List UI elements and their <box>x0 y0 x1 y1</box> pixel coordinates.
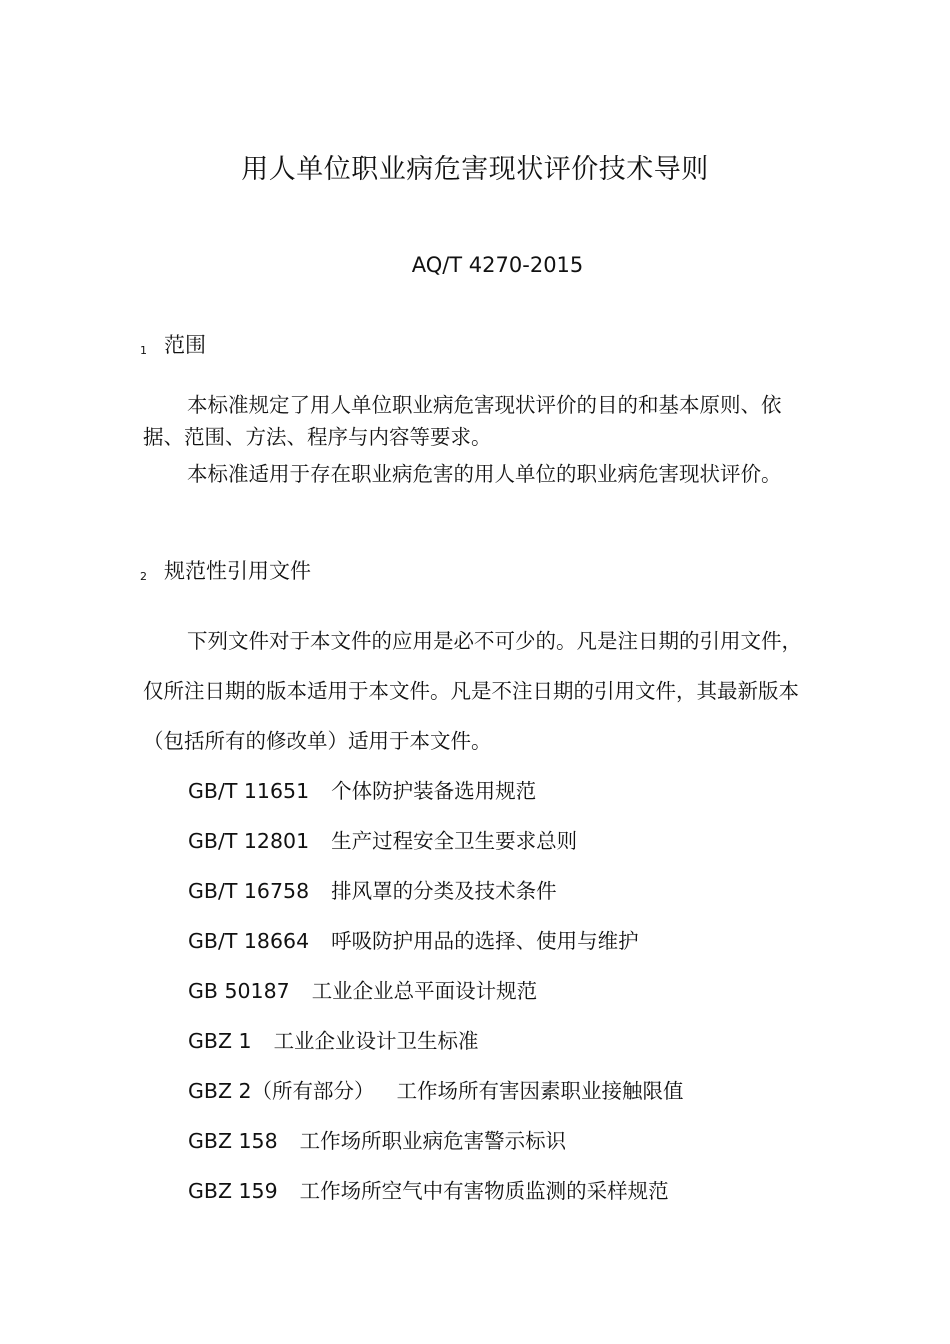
section-title: 范围 <box>164 333 206 357</box>
paragraph: 下列文件对于本文件的应用是必不可少的。凡是注日期的引用文件，仅所注日期的版本适用于本文件。凡是不注日期的引用文件，其最新版本（包括所有的修改单）适用于本文件。 <box>143 629 802 753</box>
reference-code: GB/T 18664 <box>188 929 310 953</box>
reference-code: GB/T 12801 <box>188 829 310 853</box>
paragraph: 本标准适用于存在职业病危害的用人单位的职业病危害现状评价。 <box>187 462 782 486</box>
reference-name: 生产过程安全卫生要求总则 <box>331 829 578 853</box>
reference-item <box>188 766 684 816</box>
paragraph: 本标准规定了用人单位职业病危害现状评价的目的和基本原则、依据、范围、方法、程序与内容等要求。 <box>143 393 782 449</box>
standard-code: AQ/T 4270-2015 <box>411 253 584 277</box>
reference-item <box>188 916 684 966</box>
section-title: 规范性引用文件 <box>164 559 311 583</box>
reference-name: 工作场所职业病危害警示标识 <box>299 1129 567 1153</box>
reference-code: GBZ 2（所有部分） <box>188 1079 375 1103</box>
reference-item <box>188 866 684 916</box>
reference-item <box>188 1166 684 1216</box>
reference-item <box>188 816 684 866</box>
reference-code: GBZ 159 <box>188 1179 278 1203</box>
reference-code: GB/T 16758 <box>188 879 310 903</box>
reference-code: GBZ 158 <box>188 1129 278 1153</box>
reference-code: GBZ 1 <box>188 1029 252 1053</box>
reference-code: GB/T 11651 <box>188 779 310 803</box>
reference-name: 个体防护装备选用规范 <box>331 779 537 803</box>
section-number: 1 <box>140 344 147 357</box>
reference-name: 工业企业总平面设计规范 <box>311 979 538 1003</box>
document-title: 用人单位职业病危害现状评价技术导则 <box>241 154 709 185</box>
reference-name: 呼吸防护用品的选择、使用与维护 <box>331 929 639 953</box>
reference-item <box>188 966 684 1016</box>
section-number: 2 <box>140 570 147 583</box>
reference-item <box>188 1066 684 1116</box>
reference-item <box>188 1116 684 1166</box>
section-1-heading <box>140 330 206 366</box>
reference-code: GB 50187 <box>188 979 290 1003</box>
reference-item <box>188 1016 684 1066</box>
section-2-heading <box>140 556 311 592</box>
reference-name: 工作场所空气中有害物质监测的采样规范 <box>299 1179 669 1203</box>
reference-list <box>188 766 684 1216</box>
reference-name: 工业企业设计卫生标准 <box>273 1029 479 1053</box>
reference-name: 工作场所有害因素职业接触限值 <box>396 1079 684 1103</box>
reference-name: 排风罩的分类及技术条件 <box>331 879 557 903</box>
